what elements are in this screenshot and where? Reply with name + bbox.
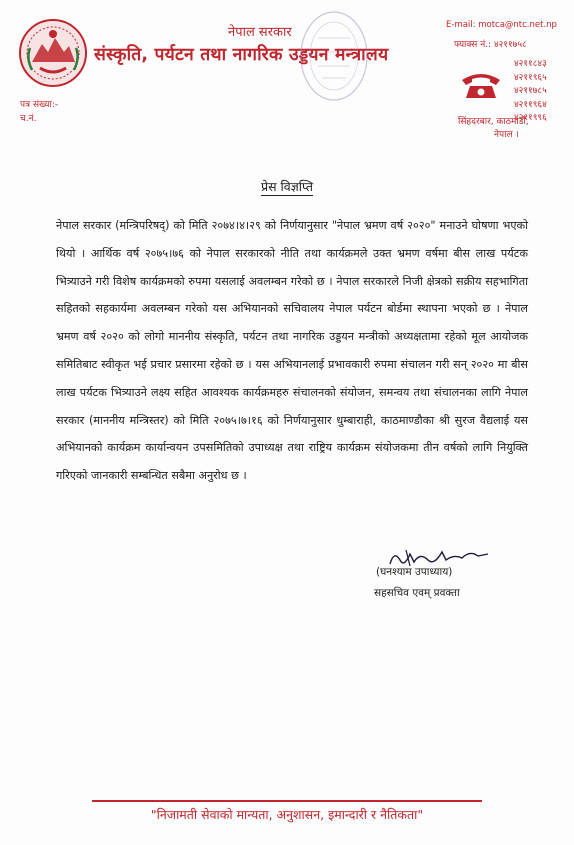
ministry-name: संस्कृति, पर्यटन तथा नागरिक उड्डयन मन्त्रालय [94,45,389,65]
signatory-name: (घनश्याम उपाध्याय) [376,566,453,578]
address-line: सिंहदरबार, काठमाडौं, [458,117,529,127]
address-line: नेपाल । [494,130,519,140]
phone-number: ४२११८४३ [514,59,547,69]
phone-number: ४२११९६५ [514,72,547,83]
letter-number-label: पत्र संख्या:- [20,100,59,110]
ministry-stamp-icon [298,8,370,104]
dispatch-number-label: च.नं. [20,114,37,124]
reference-block [20,98,58,126]
footer-motto: "निजामती सेवाको मान्यता, अनुशासन, इमान्दारी र नैतिकता" [150,807,424,822]
phone-number: ४२११९९६ [514,113,547,124]
title-text: प्रेस विज्ञप्ति [261,179,313,194]
page-title [0,178,574,195]
government-label: नेपाल सरकार [228,25,292,40]
fax-number: फ्याक्स नं.: ४२११७५८ [454,40,527,50]
telephone-icon [460,70,502,100]
email-address: E-mail: motca@ntc.net.np [446,20,557,30]
phone-number: ४२११९६४ [514,99,547,110]
phone-number: ४२११७८५ [514,86,547,97]
signatory-role: सहसचिव एवम् प्रवक्ता [374,587,460,599]
press-release-body: नेपाल सरकार (मन्त्रिपरिषद्) को मिति २०७४।४।२९ को निर्णयानुसार "नेपाल भ्रमण वर्ष २०२०" मनाउने घोषणा भएको थियो । आर्थिक वर्ष २०७५।७६ को नेपाल सरकारको नीति तथा कार्यक्रमले उक्त भ्रमण वर्षमा बीस लाख पर्यटक भित्र्याउने गरी विशेष कार्यक्रमको रुपमा यसलाई अवलम्बन गरेको छ । नेपाल सरकारले निजी क्षेत्रको सक्रीय सहभागिता सहितको सहकार्यमा अवलम्बन गरेको यस अभियानको सचिवालय नेपाल पर्यटन बोर्डमा स्थापना भएको छ । नेपाल भ्रमण वर्ष २०२० को लोगो माननीय संस्कृति, पर्यटन तथा नागरिक उड्डयन मन्त्रीको अध्यक्षतामा रहेको मूल आयोजक समितिबाट स्वीकृत भई प्रचार प्रसारमा रहेको छ । यस अभियानलाई प्रभावकारी रुपमा संचालन गरी सन् २०२० मा बीस लाख पर्यटक भित्र्याउने लक्ष्य सहित आवश्यक कार्यक्रमहरु संचालनको संयोजन, समन्वय तथा संचालनका लागि नेपाल सरकार (माननीय मन्त्रिस्तर) को मिति २०७५।७।१६ को निर्णयानुसार धुम्बाराही, काठमाण्डौका श्री सुरज वैद्यलाई यस अभियानको कार्यक्रम कार्यान्वयन उपसमितिको उपाध्यक्ष तथा राष्ट्रिय कार्यक्रम संयोजकमा तीन वर्षको लागि नियुक्ति गरिएको जानकारी सम्बन्धित सबैमा अनुरोध छ । [56,219,528,483]
footer-divider [92,800,482,802]
office-address [458,116,529,142]
nepal-emblem-icon [18,18,88,88]
